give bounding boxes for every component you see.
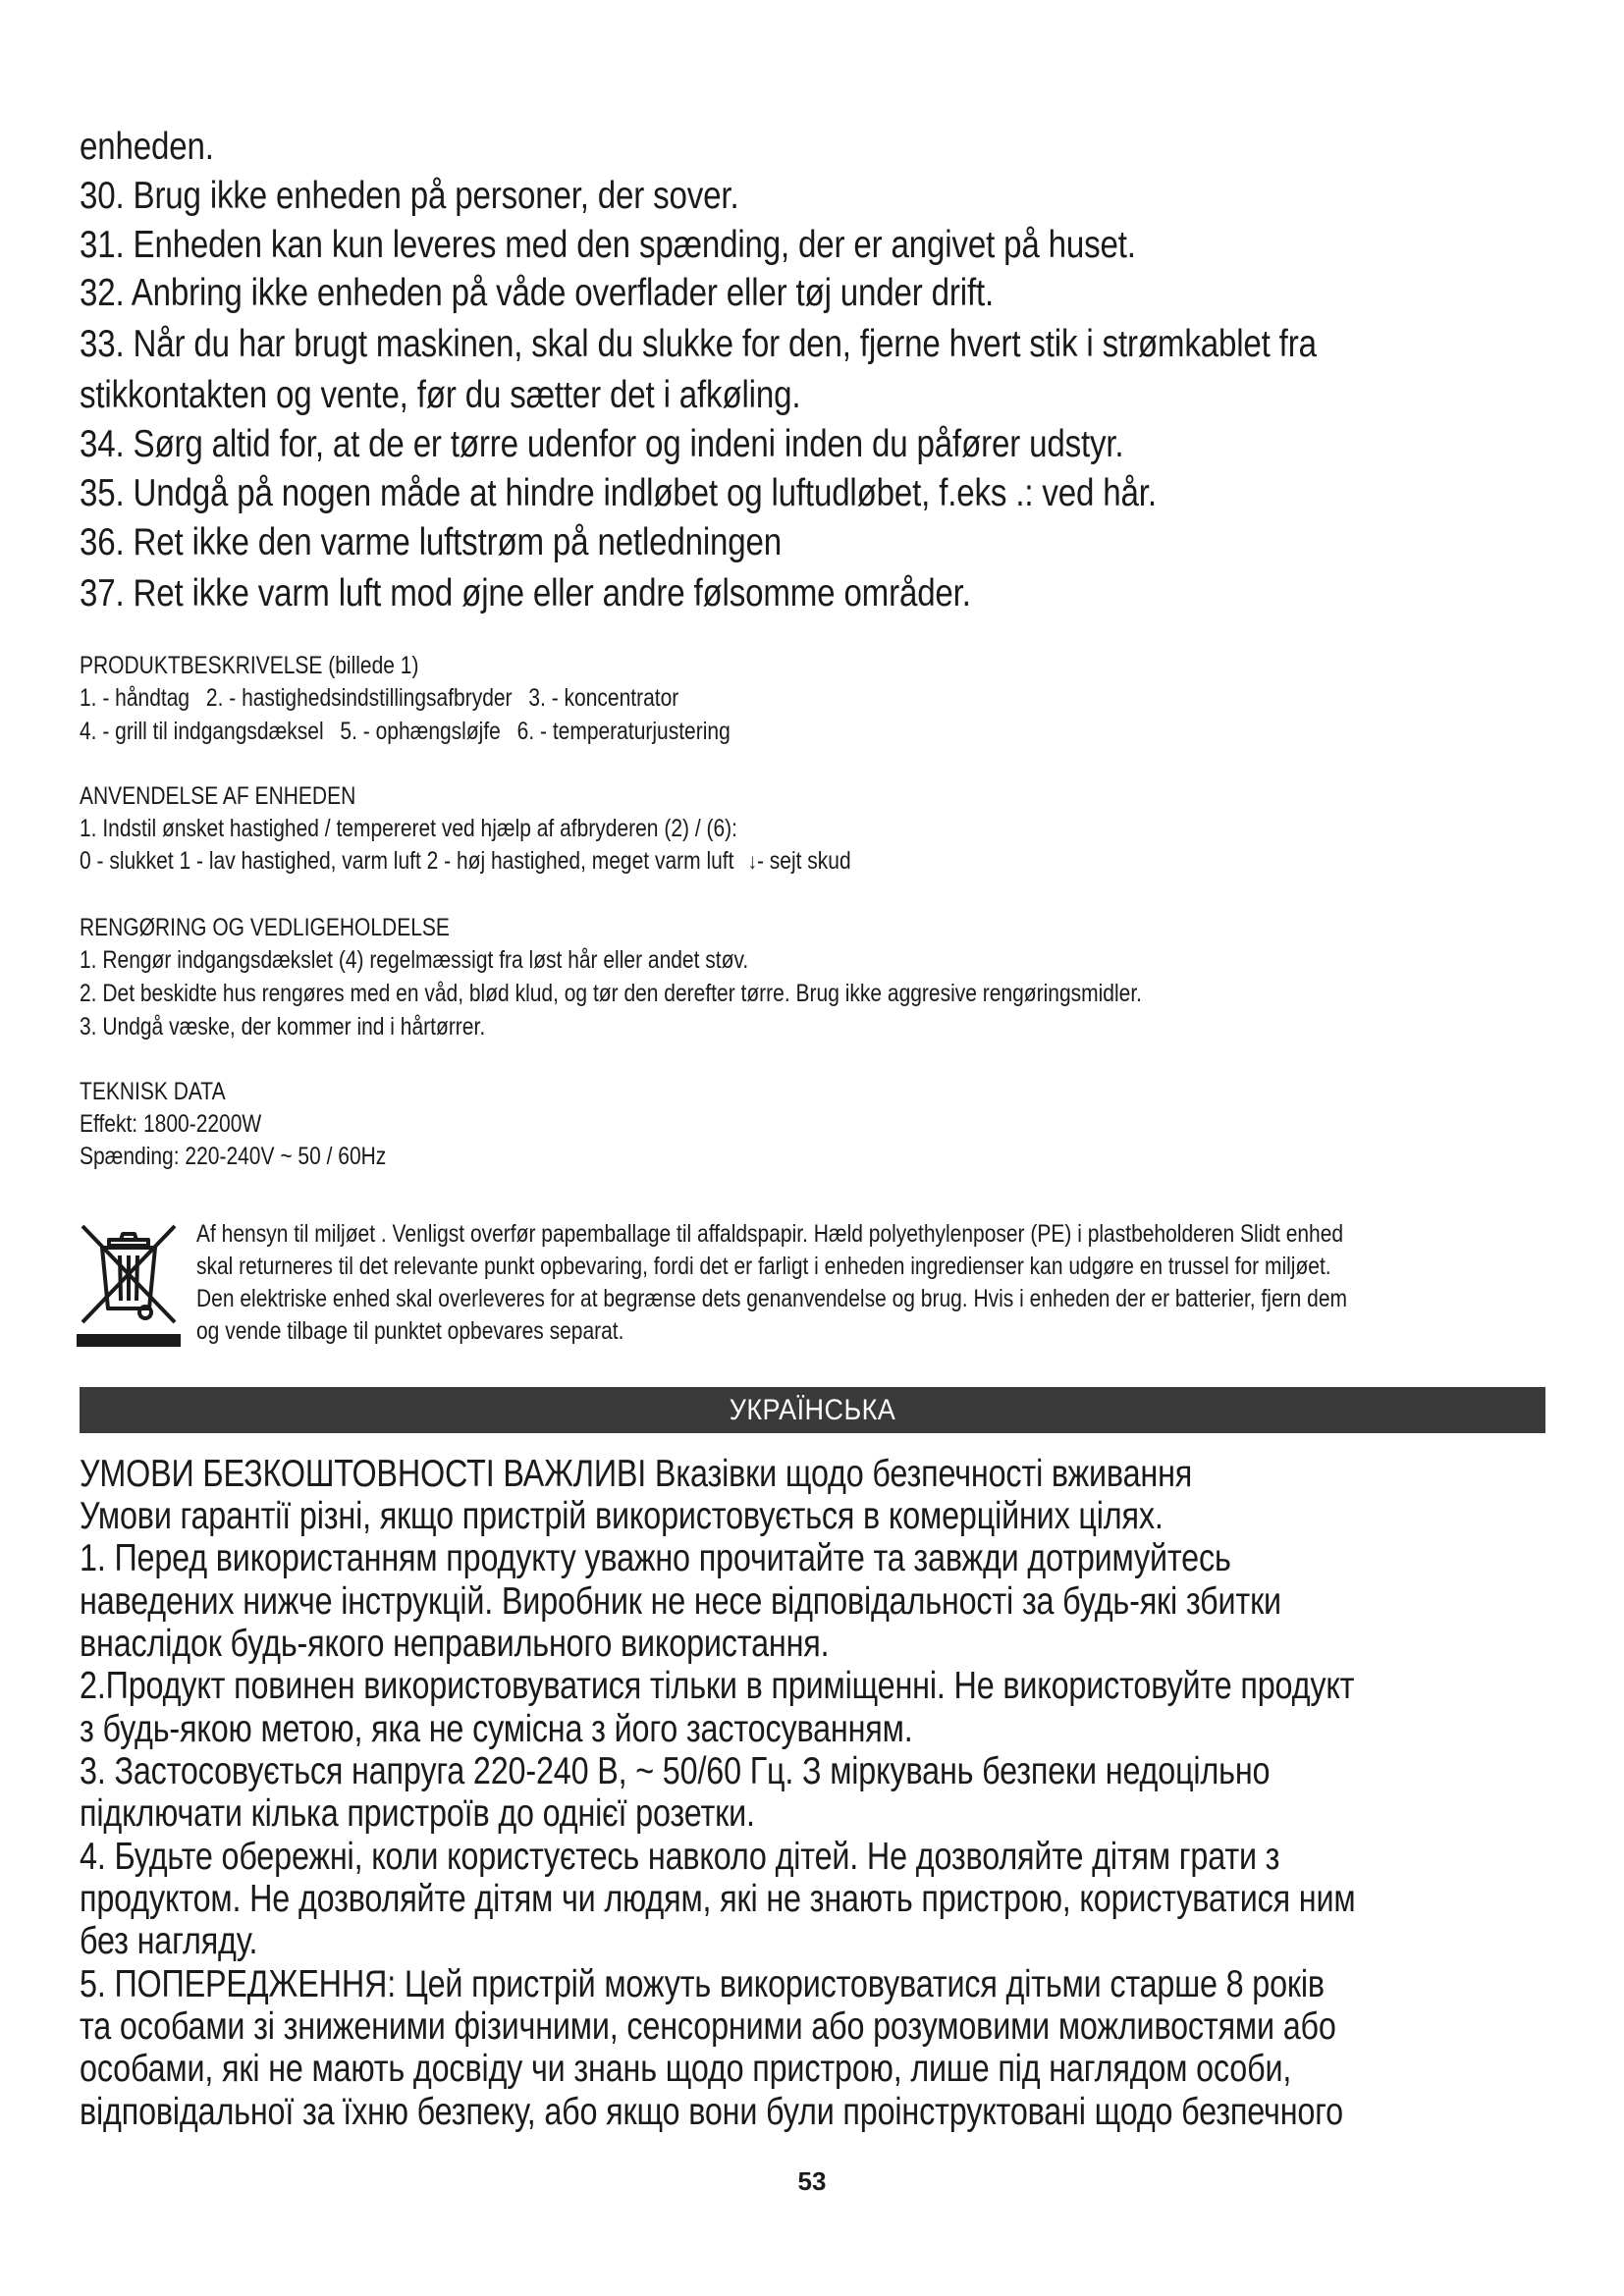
cleaning-heading: RENGØRING OG VEDLIGEHOLDELSE: [80, 914, 450, 941]
ukrainian-line: та особами зі зниженими фізичними, сенсорними або розумовими можливостями або: [80, 2005, 1336, 2048]
ukrainian-line: УМОВИ БЕЗКОШТОВНОСТІ ВАЖЛИВІ Вказівки щодо безпечності вживання: [80, 1453, 1193, 1495]
part-item: 4. - grill til indgangsdæksel: [80, 718, 324, 745]
product-parts-row-1: [80, 682, 678, 715]
cleaning-line: 2. Det beskidte hus rengøres med en våd, blød klud, og tør den derefter tørre. Brug ikke aggresive rengøringsmidler.: [80, 980, 1143, 1007]
warning-line: 31. Enheden kan kun leveres med den spænding, der er angivet på huset.: [80, 224, 1136, 266]
warning-line: enheden.: [80, 126, 214, 168]
warning-line: 33. Når du har brugt maskinen, skal du slukke for den, fjerne hvert stik i strømkablet fra: [80, 323, 1317, 365]
warning-line: 32. Anbring ikke enheden på våde overflader eller tøj under drift.: [80, 272, 995, 314]
ukrainian-line: без нагляду.: [80, 1920, 258, 1962]
page-number: 53: [797, 2166, 827, 2196]
part-item: 6. - temperaturjustering: [516, 718, 731, 745]
ukrainian-line: відповідальної за їхню безпеку, або якщо вони були проінструктовані щодо безпечного: [80, 2091, 1343, 2133]
warning-line: 36. Ret ikke den varme luftstrøm på netledningen: [80, 521, 783, 563]
usage-heading: ANVENDELSE AF ENHEDEN: [80, 782, 356, 810]
ukrainian-line: 1. Перед використанням продукту уважно прочитайте та завжди дотримуйтесь: [80, 1537, 1231, 1579]
ukrainian-line: наведених нижче інструкцій. Виробник не несе відповідальності за будь-які збитки: [80, 1580, 1281, 1623]
product-parts-row-2: [80, 716, 731, 748]
part-item: 1. - håndtag: [80, 684, 190, 712]
environment-line: og vende tilbage til punktet opbevares separat.: [196, 1317, 624, 1345]
technical-power: Effekt: 1800-2200W: [80, 1110, 262, 1138]
ukrainian-line: 5. ПОПЕРЕДЖЕННЯ: Цей пристрій можуть використовуватися дітьми старше 8 років: [80, 1963, 1325, 2005]
language-band: [80, 1387, 1545, 1433]
ukrainian-line: підключати кілька пристроїв до однієї розетки.: [80, 1792, 755, 1835]
ukrainian-line: внаслідок будь-якого неправильного використання.: [80, 1623, 830, 1665]
product-description-heading: PRODUKTBESKRIVELSE (billede 1): [80, 652, 419, 679]
crossed-out-bin-icon: [77, 1220, 181, 1348]
part-item: 5. - ophængsløjfe: [340, 718, 501, 745]
warning-line: stikkontakten og vente, før du sætter det i afkøling.: [80, 374, 801, 416]
ukrainian-line: продуктом. Не дозволяйте дітям чи людям, які не знають пристрою, користуватися ним: [80, 1878, 1356, 1920]
environment-line: Den elektriske enhed skal overleveres for at begrænse dets genanvendelse og brug. Hvis i enheden der er batterier, fjern dem: [196, 1285, 1348, 1312]
language-title: УКРАЇНСЬКА: [729, 1394, 896, 1426]
part-item: 3. - koncentrator: [528, 684, 679, 712]
environment-note: [196, 1218, 1347, 1348]
warning-line: 30. Brug ikke enheden på personer, der sover.: [80, 175, 739, 217]
cool-shot-label: - sejt skud: [756, 847, 851, 875]
ukrainian-line: 4. Будьте обережні, коли користуєтесь навколо дітей. Не дозволяйте дітям грати з: [80, 1836, 1280, 1878]
environment-line: Af hensyn til miljøet . Venligst overfør papemballage til affaldspapir. Hæld polyethylenposer (PE) i plastbeholderen Slidt enhed: [196, 1220, 1344, 1248]
snowflake-arrow-icon: ↓: [747, 849, 757, 874]
ukrainian-line: з будь-якою метою, яка не сумісна з його застосуванням.: [80, 1708, 913, 1750]
ukrainian-line: 2.Продукт повинен використовуватися тільки в приміщенні. Не використовуйте продукт: [80, 1665, 1355, 1707]
technical-voltage: Spænding: 220-240V ~ 50 / 60Hz: [80, 1143, 387, 1170]
warning-line: 37. Ret ikke varm luft mod øjne eller andre følsomme områder.: [80, 572, 971, 614]
ukrainian-line: особами, які не мають досвіду чи знань щодо пристрою, лише під наглядом особи,: [80, 2048, 1292, 2090]
usage-line: 1. Indstil ønsket hastighed / tempereret ved hjælp af afbryderen (2) / (6):: [80, 815, 737, 842]
technical-heading: TEKNISK DATA: [80, 1078, 226, 1105]
usage-speed-line: [80, 845, 851, 878]
cleaning-line: 3. Undgå væske, der kommer ind i hårtørrer.: [80, 1013, 486, 1041]
warning-line: 35. Undgå på nogen måde at hindre indløbet og luftudløbet, f.eks .: ved hår.: [80, 472, 1157, 514]
part-item: 2. - hastighedsindstillingsafbryder: [205, 684, 513, 712]
environment-line: skal returneres til det relevante punkt opbevaring, fordi det er farligt i enheden ingredienser kan udgøre en trussel for miljøet.: [196, 1253, 1331, 1280]
cleaning-line: 1. Rengør indgangsdækslet (4) regelmæssigt fra løst hår eller andet støv.: [80, 946, 749, 974]
speed-settings: 0 - slukket 1 - lav hastighed, varm luft 2 - høj hastighed, meget varm luft: [80, 847, 734, 875]
ukrainian-line: Умови гарантії різні, якщо пристрій використовується в комерційних цілях.: [80, 1495, 1164, 1537]
warning-line: 34. Sørg altid for, at de er tørre udenfor og indeni inden du påfører udstyr.: [80, 423, 1124, 465]
ukrainian-line: 3. Застосовується напруга 220-240 В, ~ 50/60 Гц. З міркувань безпеки недоцільно: [80, 1750, 1271, 1792]
